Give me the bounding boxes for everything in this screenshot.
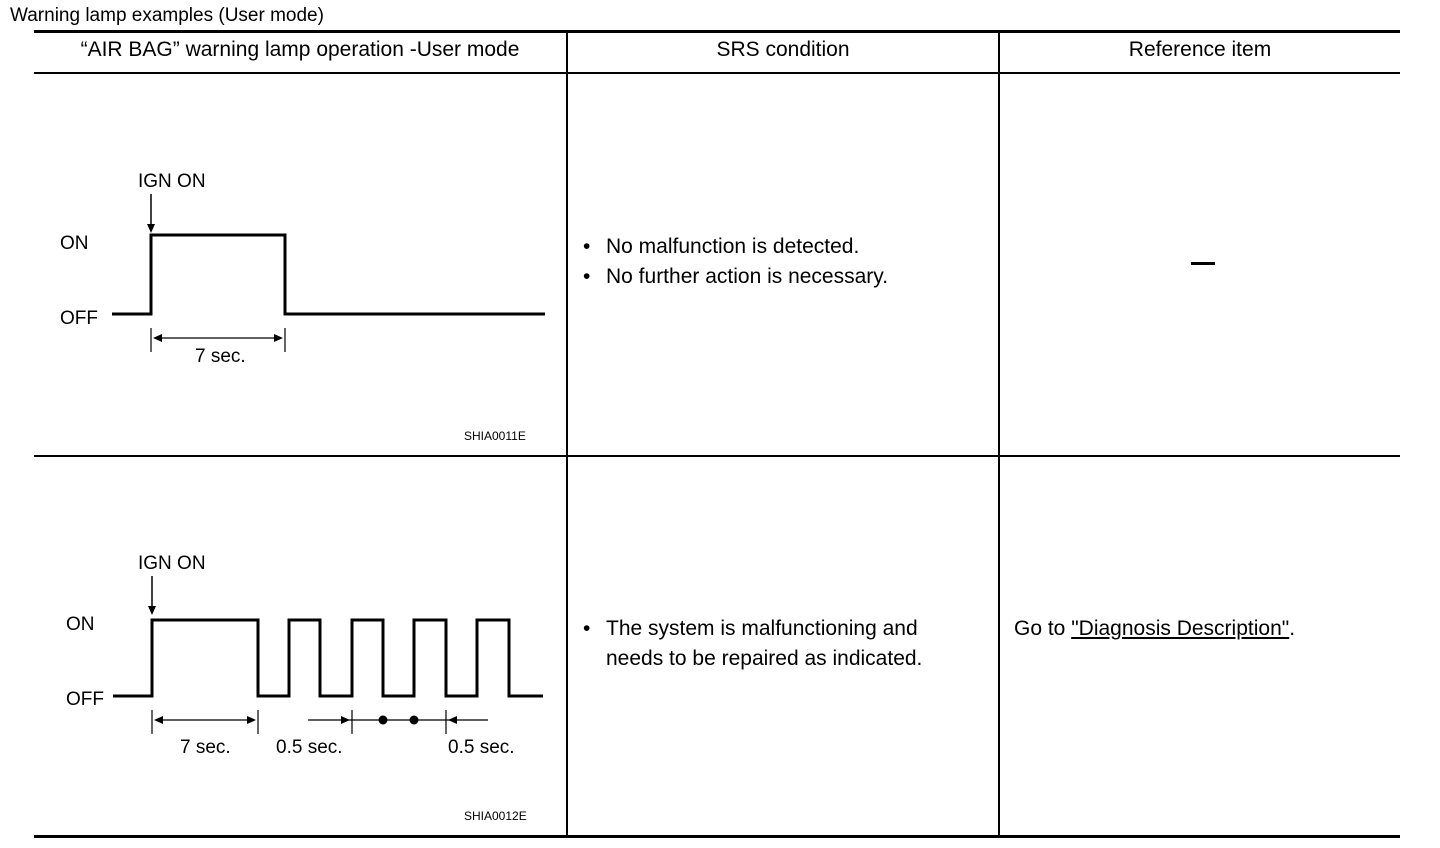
duration-label: 7 sec. [195,346,246,367]
bullet-glyph: • [583,617,591,640]
interval-arrowhead-left [341,716,350,724]
lamp-timing-diagram-normal [40,160,560,450]
off-level-label: OFF [60,308,98,329]
header-reference-item: Reference item [1128,38,1272,61]
header-bottom-rule [34,72,1400,74]
ign-on-label: IGN ON [138,553,206,574]
bullet-glyph: • [583,235,591,258]
list-item: • No malfunction is detected. [580,232,990,262]
duration-arrowhead-left [154,716,163,724]
interval-marker-dot [379,716,388,725]
interval-label-1: 0.5 sec. [276,737,343,758]
bullet-glyph: • [583,265,591,288]
off-level-label: OFF [66,689,104,710]
reference-suffix: . [1289,617,1296,640]
on-level-label: ON [66,614,95,635]
srs-condition-list-malfunction [580,614,960,674]
header-lamp-operation: “AIR BAG” warning lamp operation -User mode [80,38,520,61]
srs-condition-list-normal [580,232,990,292]
header-srs-condition: SRS condition [716,38,850,61]
reference-diagnosis [1014,614,1314,644]
interval-arrowhead-right [448,716,457,724]
interval-label-2: 0.5 sec. [448,737,515,758]
figure-code: SHIA0011E [464,429,526,443]
on-level-label: ON [60,233,89,254]
list-item: • The system is malfunctioning and needs to be repaired as indicated. [580,614,960,674]
ign-on-label: IGN ON [138,171,206,192]
table-bottom-rule [34,835,1400,838]
duration-label: 7 sec. [180,737,231,758]
reference-prefix: Go to [1014,617,1072,640]
duration-arrowhead-left [153,334,162,342]
lamp-timing-diagram-malfunction [40,545,560,830]
duration-arrowhead-right [274,334,283,342]
table-top-rule [34,30,1400,33]
table-caption: Warning lamp examples (User mode) [10,5,324,26]
duration-arrowhead-right [247,716,256,724]
list-item: • No further action is necessary. [580,262,990,292]
column-divider-2 [998,30,1000,838]
ign-on-arrowhead [147,224,155,233]
row-divider [34,455,1400,457]
lamp-signal-waveform [112,235,545,314]
diagnosis-description-link[interactable]: "Diagnosis Description" [1071,617,1290,640]
column-divider-1 [566,30,568,838]
figure-code: SHIA0012E [464,809,527,823]
reference-none-dash [1191,262,1215,265]
ign-on-arrowhead [148,606,156,615]
lamp-signal-waveform [113,620,543,696]
interval-marker-dot [410,716,419,725]
